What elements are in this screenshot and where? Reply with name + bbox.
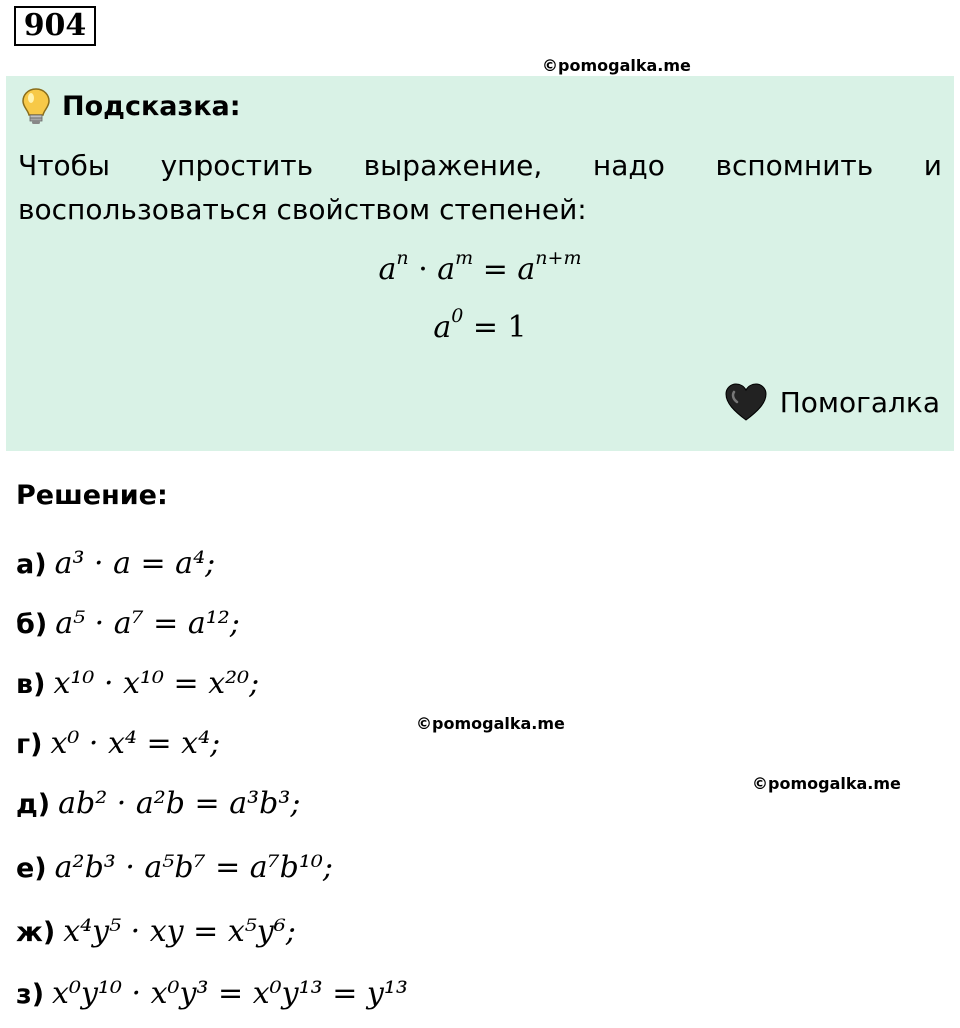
solution-row-b [16, 606, 240, 646]
hint-text-line1: Чтобы упростить выражение, надо вспомнить и [18, 149, 942, 182]
formula-zero-power: $a^0 = 1$ [433, 304, 527, 345]
row-expression: ab² · a²b = a³b³; [58, 786, 301, 821]
watermark-right: ©pomogalka.me [752, 774, 901, 793]
formula-product: $a^n \cdot a^m = a^{n+m}$ [378, 246, 582, 287]
row-expression: a²b³ · a⁵b⁷ = a⁷b¹⁰; [54, 850, 334, 885]
row-label: б) [16, 609, 48, 640]
hint-title: Подсказка: [62, 90, 241, 122]
row-label: з) [16, 979, 45, 1010]
solution-row-v [16, 666, 259, 706]
solution-row-e [16, 850, 333, 890]
row-expression: a⁵ · a⁷ = a¹²; [55, 606, 240, 641]
brand [724, 382, 940, 422]
row-expression: x⁴y⁵ · xy = x⁵y⁶; [63, 914, 296, 949]
hint-header [20, 88, 241, 124]
row-label: д) [16, 789, 51, 820]
row-label: е) [16, 853, 47, 884]
row-label: в) [16, 669, 46, 700]
row-expression: x¹⁰ · x¹⁰ = x²⁰; [53, 666, 260, 701]
task-number: 904 [14, 6, 96, 46]
row-label: ж) [16, 917, 56, 948]
row-label: г) [16, 729, 43, 760]
row-expression: a³ · a = a⁴; [54, 546, 216, 581]
solution-row-z [16, 976, 408, 1016]
solution-row-d [16, 786, 300, 826]
hint-panel [6, 76, 954, 451]
watermark-middle: ©pomogalka.me [416, 714, 565, 733]
row-label: а) [16, 549, 47, 580]
solution-row-g [16, 726, 220, 766]
lightbulb-icon [20, 87, 52, 125]
hint-text-line2: воспользоваться свойством степеней: [18, 193, 587, 226]
watermark-top: ©pomogalka.me [542, 56, 691, 75]
heart-icon [724, 382, 768, 422]
solution-row-zh [16, 914, 296, 954]
solution-title: Решение: [16, 480, 168, 511]
hint-text [18, 144, 942, 232]
brand-name: Помогалка [779, 385, 940, 419]
row-expression: x⁰ · x⁴ = x⁴; [50, 726, 221, 761]
solution-row-a [16, 546, 215, 586]
row-expression: x⁰y¹⁰ · x⁰y³ = x⁰y¹³ = y¹³ [52, 976, 408, 1011]
